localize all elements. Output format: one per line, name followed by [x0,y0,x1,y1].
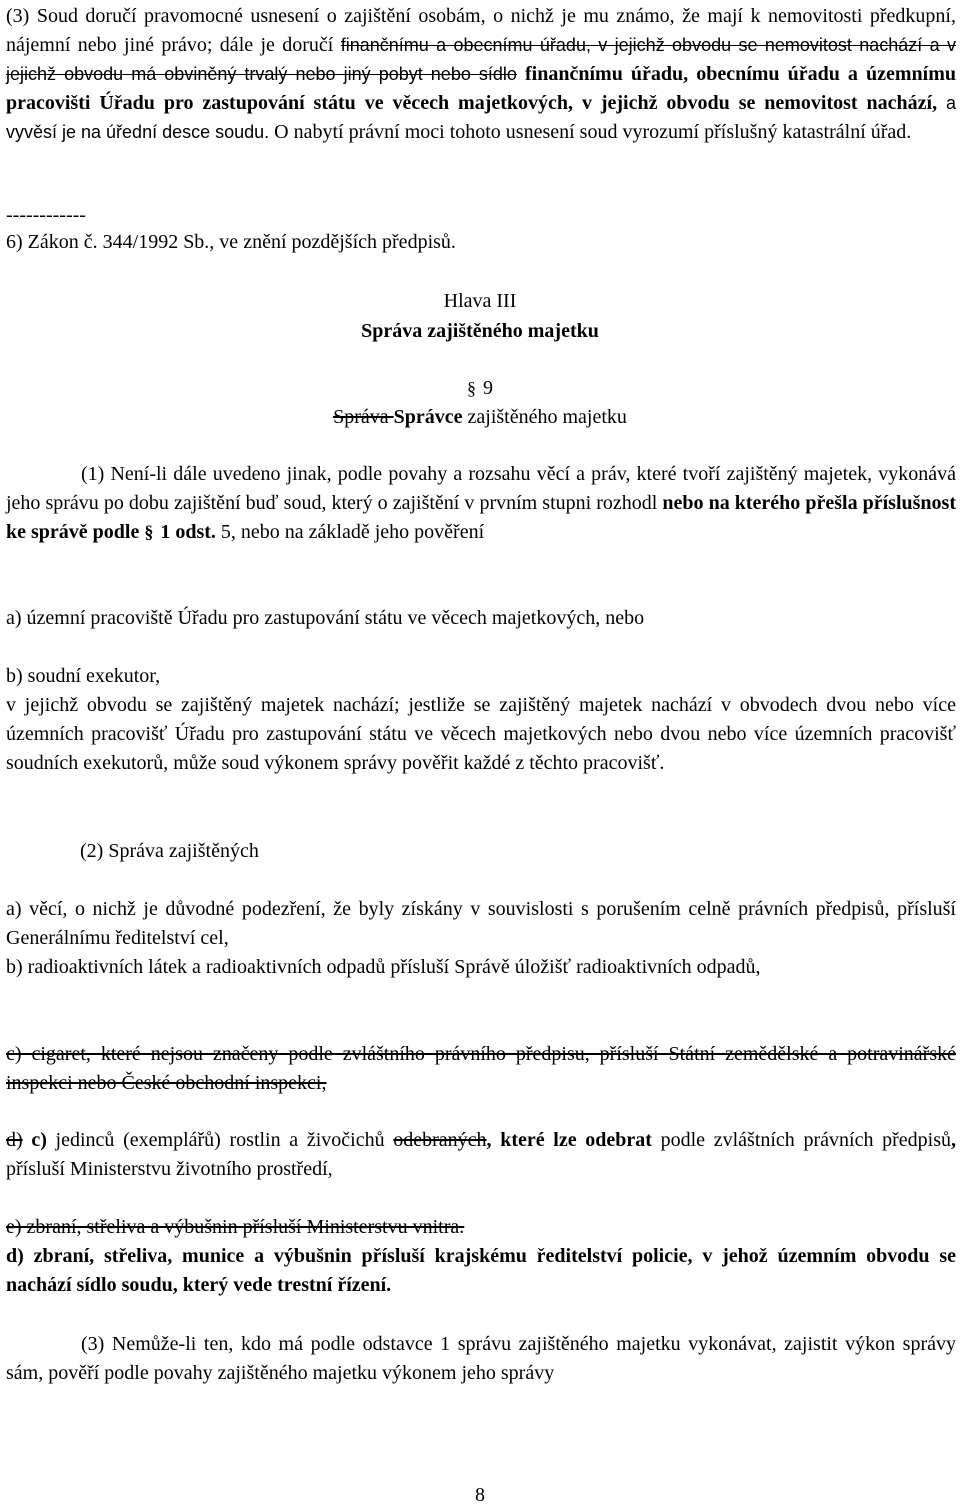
para1-section-sign: § [144,522,154,542]
para3-text-2: a vyvěsí je na úřední desce soudu. [6,93,957,142]
section-title-inserted: Správce [393,406,463,428]
p2d-deleted-word: odebraných [393,1129,487,1151]
footnote: 6) Zákon č. 344/1992 Sb., ve znění pozdějších předpisů. [6,231,456,253]
para3-text-3: O nabytí právní moci tohoto usnesení soud vyrozumí příslušný katastrální úřad. [269,121,912,143]
p2d-text-2: podle zvláštních právních předpisů [651,1129,952,1151]
paragraph-3: (3) Nemůže-li ten, kdo má podle odstavce 1 správu zajištěného majetku vykonávat, zajistit výkon správy sám, pověří podle povahy zajištěného majetku výkonem jeho správy [6,1333,956,1384]
para1-text-2: 5, nebo na základě jeho pověření [215,521,485,543]
p2d-inserted-mark: c) [22,1129,47,1151]
para3-inserted-text: finančnímu úřadu, obecnímu úřadu a územnímu pracovišti Úřadu pro zastupování státu ve věcech majetkových, v jejichž obvodu se nemovitost nachází, [6,63,956,114]
p2d-deleted-mark: d) [6,1129,23,1151]
hlava-title: Správa zajištěného majetku [361,320,599,342]
section-sign: § [467,378,476,398]
p2e-deleted-text: e) zbraní, střeliva a výbušnin přísluší Ministerstvu vnitra. [6,1216,465,1238]
paragraph-2-item-a: a) věcí, o nichž je důvodné podezření, že byly získány v souvislosti s porušením celně právních předpisů, přísluší Generálnímu ředitelství cel, [6,898,956,949]
section-num: 9 [483,377,493,399]
paragraph-2-item-c-deleted [6,1040,956,1098]
para1-inserted-1: nebo na kterého přešla příslušnost ke správě podle [6,492,956,543]
item-b: b) soudní exekutor, [6,665,161,687]
section-title-deleted: Správa [333,406,394,428]
section-title [0,402,960,432]
p2c-deleted-text: c) cigaret, které nejsou značeny podle zvláštního právního předpisu, přísluší Státní zemědělské a potravinářské inspekci nebo České obchodní inspekci, [6,1043,956,1094]
paragraph-2-heading: (2) Správa zajištěných [80,840,259,862]
paragraph-2-item-d-new: d) zbraní, střeliva, munice a výbušnin přísluší krajskému ředitelství policie, v jehož územním obvodu se nachází sídlo soudu, který vede trestní řízení. [6,1245,956,1296]
p2d-inserted-text: , které lze odebrat [486,1129,652,1151]
p2d-inserted-comma: , [951,1129,957,1151]
section-number [0,373,960,403]
p2d-text-3: přísluší Ministerstvu životního prostředí, [6,1158,333,1180]
hlava-heading: Hlava III [443,290,517,312]
para3-deleted-text: finančnímu a obecnímu úřadu, v jejichž obvodu se nemovitost nachází a v jejichž obvodu má obviněný trvalý nebo jiný pobyt nebo sídlo [6,35,956,84]
section-title-rest: zajištěného majetku [462,406,627,428]
page-number: 8 [475,1484,485,1506]
para3-text-1: (3) Soud doručí pravomocné usnesení o zajištění osobám, o nichž je mu známo, že mají k nemovitosti předkupní, nájemní nebo jiné právo; dále je doručí [6,5,956,56]
paragraph-1 [6,460,956,547]
p2d-text-1: jedinců (exemplářů) rostlin a živočichů [46,1129,394,1151]
item-b-continuation: v jejichž obvodu se zajištěný majetek nachází; jestliže se zajištěný majetek nachází v obvodech dvou nebo více územních pracovišť Úřadu pro zastupování státu ve věcech majetkových nebo dvou nebo více územních pracovišť soudních exekutorů, může soud výkonem správy pověřit každé z těchto pracovišť. [6,694,956,774]
paragraph-2-item-d [6,1126,956,1184]
footnote-separator: ------------ [6,204,86,226]
item-a: a) územní pracoviště Úřadu pro zastupování státu ve věcech majetkových, nebo [6,607,645,629]
para1-text-1: (1) Není-li dále uvedeno jinak, podle povahy a rozsahu věcí a práv, které tvoří zajištěný majetek, vykonává jeho správu po dobu zajištění buď soud, který o zajištění v prvním stupni rozhodl [6,463,956,514]
paragraph-2-item-e-deleted [6,1213,956,1242]
para1-inserted-2: 1 odst. [155,521,216,543]
paragraph-3-delivery [6,2,956,147]
paragraph-2-item-b: b) radioaktivních látek a radioaktivních odpadů přísluší Správě úložišť radioaktivních odpadů, [6,956,761,978]
